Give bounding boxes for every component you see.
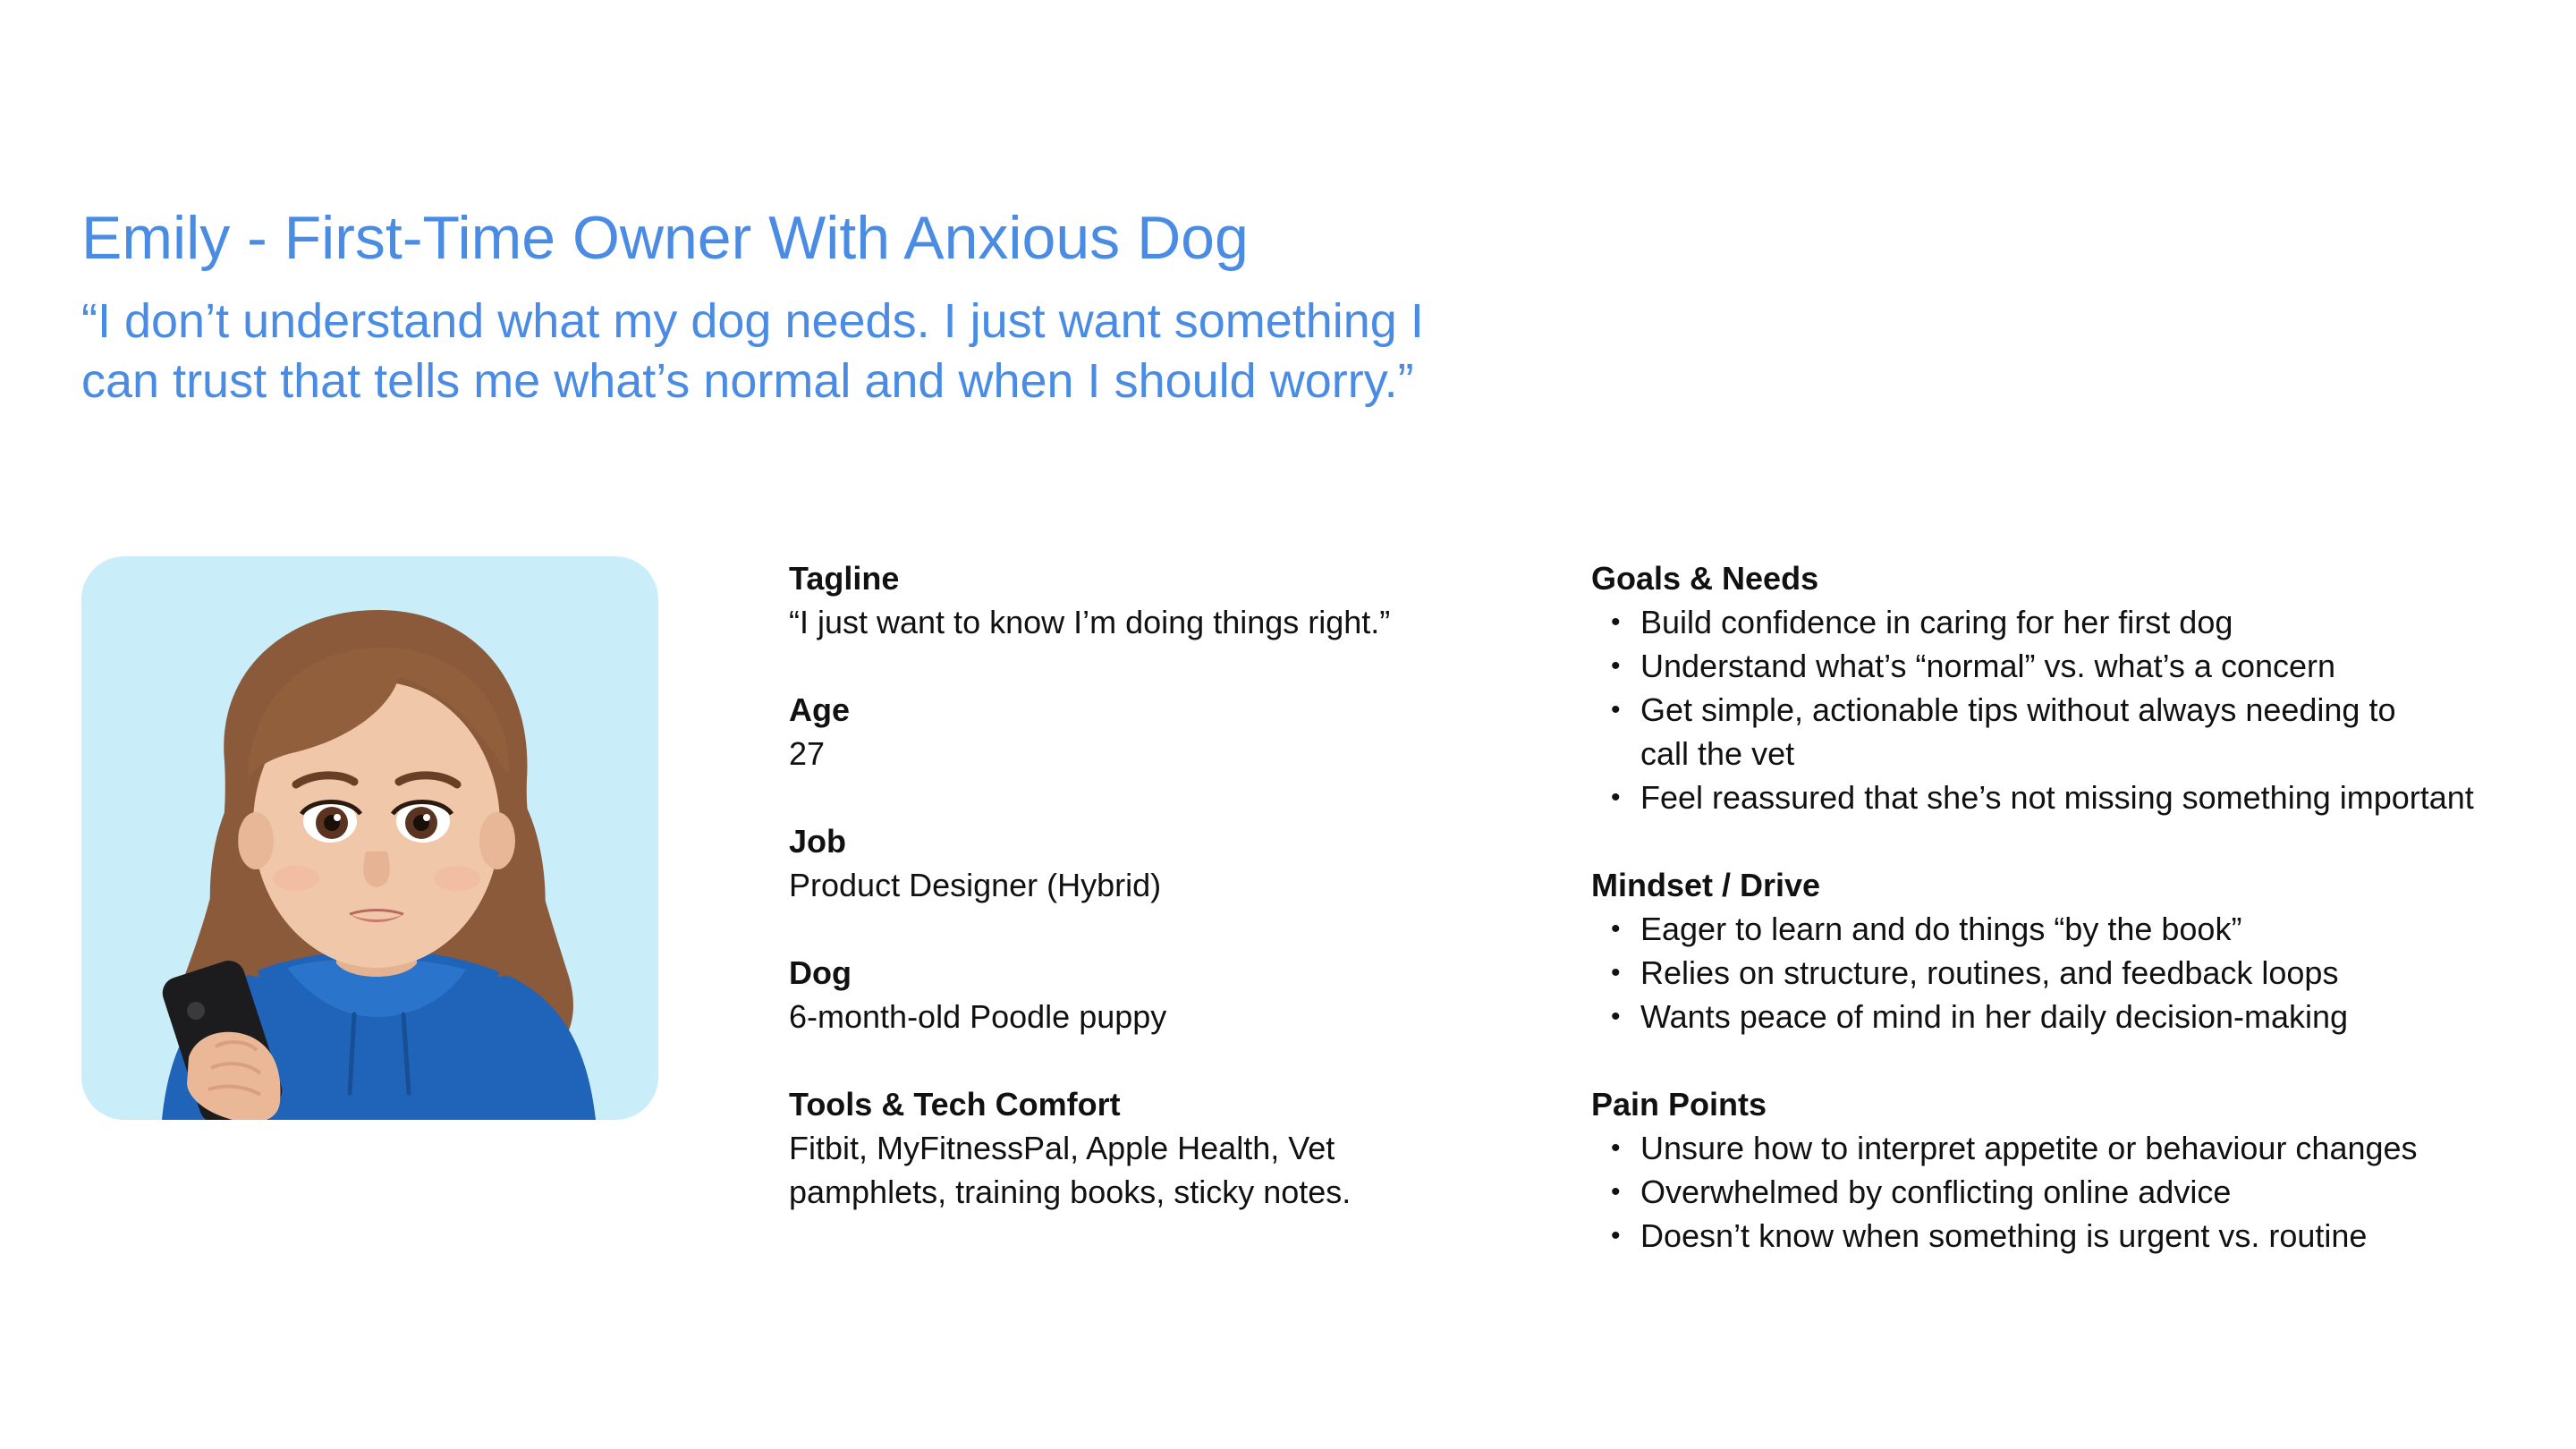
profile-column <box>789 556 1469 1214</box>
job-heading: Job <box>789 823 847 860</box>
pain-points-heading: Pain Points <box>1591 1086 1767 1123</box>
age-value: 27 <box>789 735 826 772</box>
list-item: • Unsure how to interpret appetite or behaviour changes <box>1611 1130 2418 1166</box>
list-item: • Understand what’s “normal” vs. what’s a concern <box>1611 648 2336 684</box>
list-item: • Relies on structure, routines, and feedback loops <box>1611 954 2339 991</box>
job-value: Product Designer (Hybrid) <box>789 867 1162 903</box>
dog-heading: Dog <box>789 954 852 991</box>
persona-title: Emily - First-Time Owner With Anxious Dog <box>81 204 1249 272</box>
list-item: • Build confidence in caring for her first dog <box>1611 604 2233 640</box>
list-item: • Get simple, actionable tips without always needing to call the vet <box>1611 691 2396 772</box>
needs-column <box>1591 556 2495 1258</box>
tools-value: Fitbit, MyFitnessPal, Apple Health, Vet pamphlets, training books, sticky notes. <box>789 1130 1352 1210</box>
list-item: • Doesn’t know when something is urgent vs. routine <box>1611 1217 2368 1254</box>
goals-list <box>1591 600 2495 819</box>
tagline-heading: Tagline <box>789 560 900 597</box>
list-item: • Feel reassured that she’s not missing something important <box>1611 779 2474 816</box>
pain-points-list <box>1591 1126 2495 1258</box>
age-heading: Age <box>789 691 851 728</box>
mindset-heading: Mindset / Drive <box>1591 867 1821 903</box>
persona-quote: “I don’t understand what my dog needs. I just want something I can trust that tells me what’s normal and when I should worry.” <box>81 294 1424 408</box>
list-item: • Wants peace of mind in her daily decision-making <box>1611 998 2349 1035</box>
tagline-value: “I just want to know I’m doing things right.” <box>789 604 1391 640</box>
avatar <box>81 556 658 1120</box>
list-item: • Eager to learn and do things “by the book” <box>1611 911 2242 947</box>
tools-heading: Tools & Tech Comfort <box>789 1086 1121 1123</box>
memoji-avatar-icon <box>81 556 658 1120</box>
list-item: • Overwhelmed by conflicting online advice <box>1611 1174 2232 1210</box>
dog-value: 6-month-old Poodle puppy <box>789 998 1167 1035</box>
goals-heading: Goals & Needs <box>1591 560 1819 597</box>
mindset-list <box>1591 907 2495 1038</box>
